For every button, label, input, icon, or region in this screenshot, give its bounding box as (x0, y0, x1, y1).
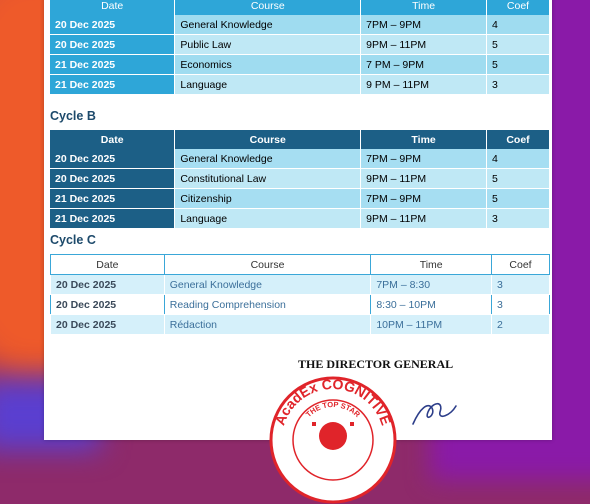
cell-course: Public Law (175, 35, 361, 55)
cell-time: 7PM – 9PM (361, 189, 487, 209)
header-course: Course (175, 0, 361, 15)
header-time: Time (361, 0, 487, 15)
table-row (50, 149, 550, 169)
seal-inner-text: THE TOP STAR (303, 399, 363, 419)
official-seal-stamp (268, 374, 398, 504)
cell-date: 21 Dec 2025 (50, 75, 175, 95)
cell-course: Constitutional Law (175, 169, 361, 189)
cell-course: General Knowledge (164, 275, 371, 295)
cell-course: General Knowledge (175, 149, 361, 169)
table-header-row (51, 255, 550, 275)
cell-course: Language (175, 75, 361, 95)
cycle-c-table (50, 254, 550, 335)
header-time: Time (371, 255, 492, 275)
cell-time: 10PM – 11PM (371, 315, 492, 335)
cell-coef: 3 (492, 275, 550, 295)
cell-date: 20 Dec 2025 (51, 295, 165, 315)
table-row (50, 169, 550, 189)
cell-date: 20 Dec 2025 (50, 169, 175, 189)
header-date: Date (50, 0, 175, 15)
cell-course: Reading Comprehension (164, 295, 371, 315)
table-row (51, 275, 550, 295)
cell-date: 20 Dec 2025 (50, 35, 175, 55)
cell-coef: 5 (487, 35, 550, 55)
cell-date: 21 Dec 2025 (50, 209, 175, 229)
table-header-row (50, 0, 550, 15)
table-row (50, 75, 550, 95)
cell-date: 21 Dec 2025 (50, 189, 175, 209)
cell-time: 9 PM – 11PM (361, 75, 487, 95)
cell-course: Language (175, 209, 361, 229)
cell-course: Economics (175, 55, 361, 75)
cell-course: Citizenship (175, 189, 361, 209)
cell-time: 7PM – 9PM (361, 149, 487, 169)
header-course: Course (164, 255, 371, 275)
cycle-b-heading: Cycle B (50, 109, 96, 123)
cell-date: 20 Dec 2025 (50, 15, 175, 35)
cycle-c-heading: Cycle C (50, 233, 96, 247)
cell-course: Rédaction (164, 315, 371, 335)
header-coef: Coef (487, 130, 550, 149)
cell-coef: 5 (487, 189, 550, 209)
table-row (51, 315, 550, 335)
table-row (50, 55, 550, 75)
cell-date: 20 Dec 2025 (51, 315, 165, 335)
cell-time: 9PM – 11PM (361, 169, 487, 189)
cell-date: 20 Dec 2025 (50, 149, 175, 169)
cell-time: 7PM – 9PM (361, 15, 487, 35)
schedule-document (44, 0, 552, 440)
director-general-title: THE DIRECTOR GENERAL (298, 357, 454, 371)
cell-coef: 3 (492, 295, 550, 315)
cell-time: 7PM – 8:30 (371, 275, 492, 295)
cell-time: 9PM – 11PM (361, 209, 487, 229)
cell-date: 21 Dec 2025 (50, 55, 175, 75)
table-header-row (50, 130, 550, 149)
cell-time: 8:30 – 10PM (371, 295, 492, 315)
table-row (50, 35, 550, 55)
table-row (50, 189, 550, 209)
cell-coef: 4 (487, 149, 550, 169)
director-signature (410, 398, 460, 428)
seal-outer-text: AcadEx COGNITIVE (271, 375, 395, 428)
cell-coef: 4 (487, 15, 550, 35)
table-row (51, 295, 550, 315)
cell-course: General Knowledge (175, 15, 361, 35)
cell-time: 7 PM – 9PM (361, 55, 487, 75)
header-time: Time (361, 130, 487, 149)
cell-coef: 2 (492, 315, 550, 335)
cell-coef: 3 (487, 75, 550, 95)
cell-coef: 3 (487, 209, 550, 229)
header-course: Course (175, 130, 361, 149)
header-coef: Coef (487, 0, 550, 15)
cell-coef: 5 (487, 169, 550, 189)
table-row (50, 15, 550, 35)
cell-time: 9PM – 11PM (361, 35, 487, 55)
cycle-a-table (50, 0, 550, 95)
table-row (50, 209, 550, 229)
header-date: Date (50, 130, 175, 149)
header-date: Date (51, 255, 165, 275)
cell-coef: 5 (487, 55, 550, 75)
cycle-b-table (50, 130, 550, 229)
cell-date: 20 Dec 2025 (51, 275, 165, 295)
header-coef: Coef (492, 255, 550, 275)
